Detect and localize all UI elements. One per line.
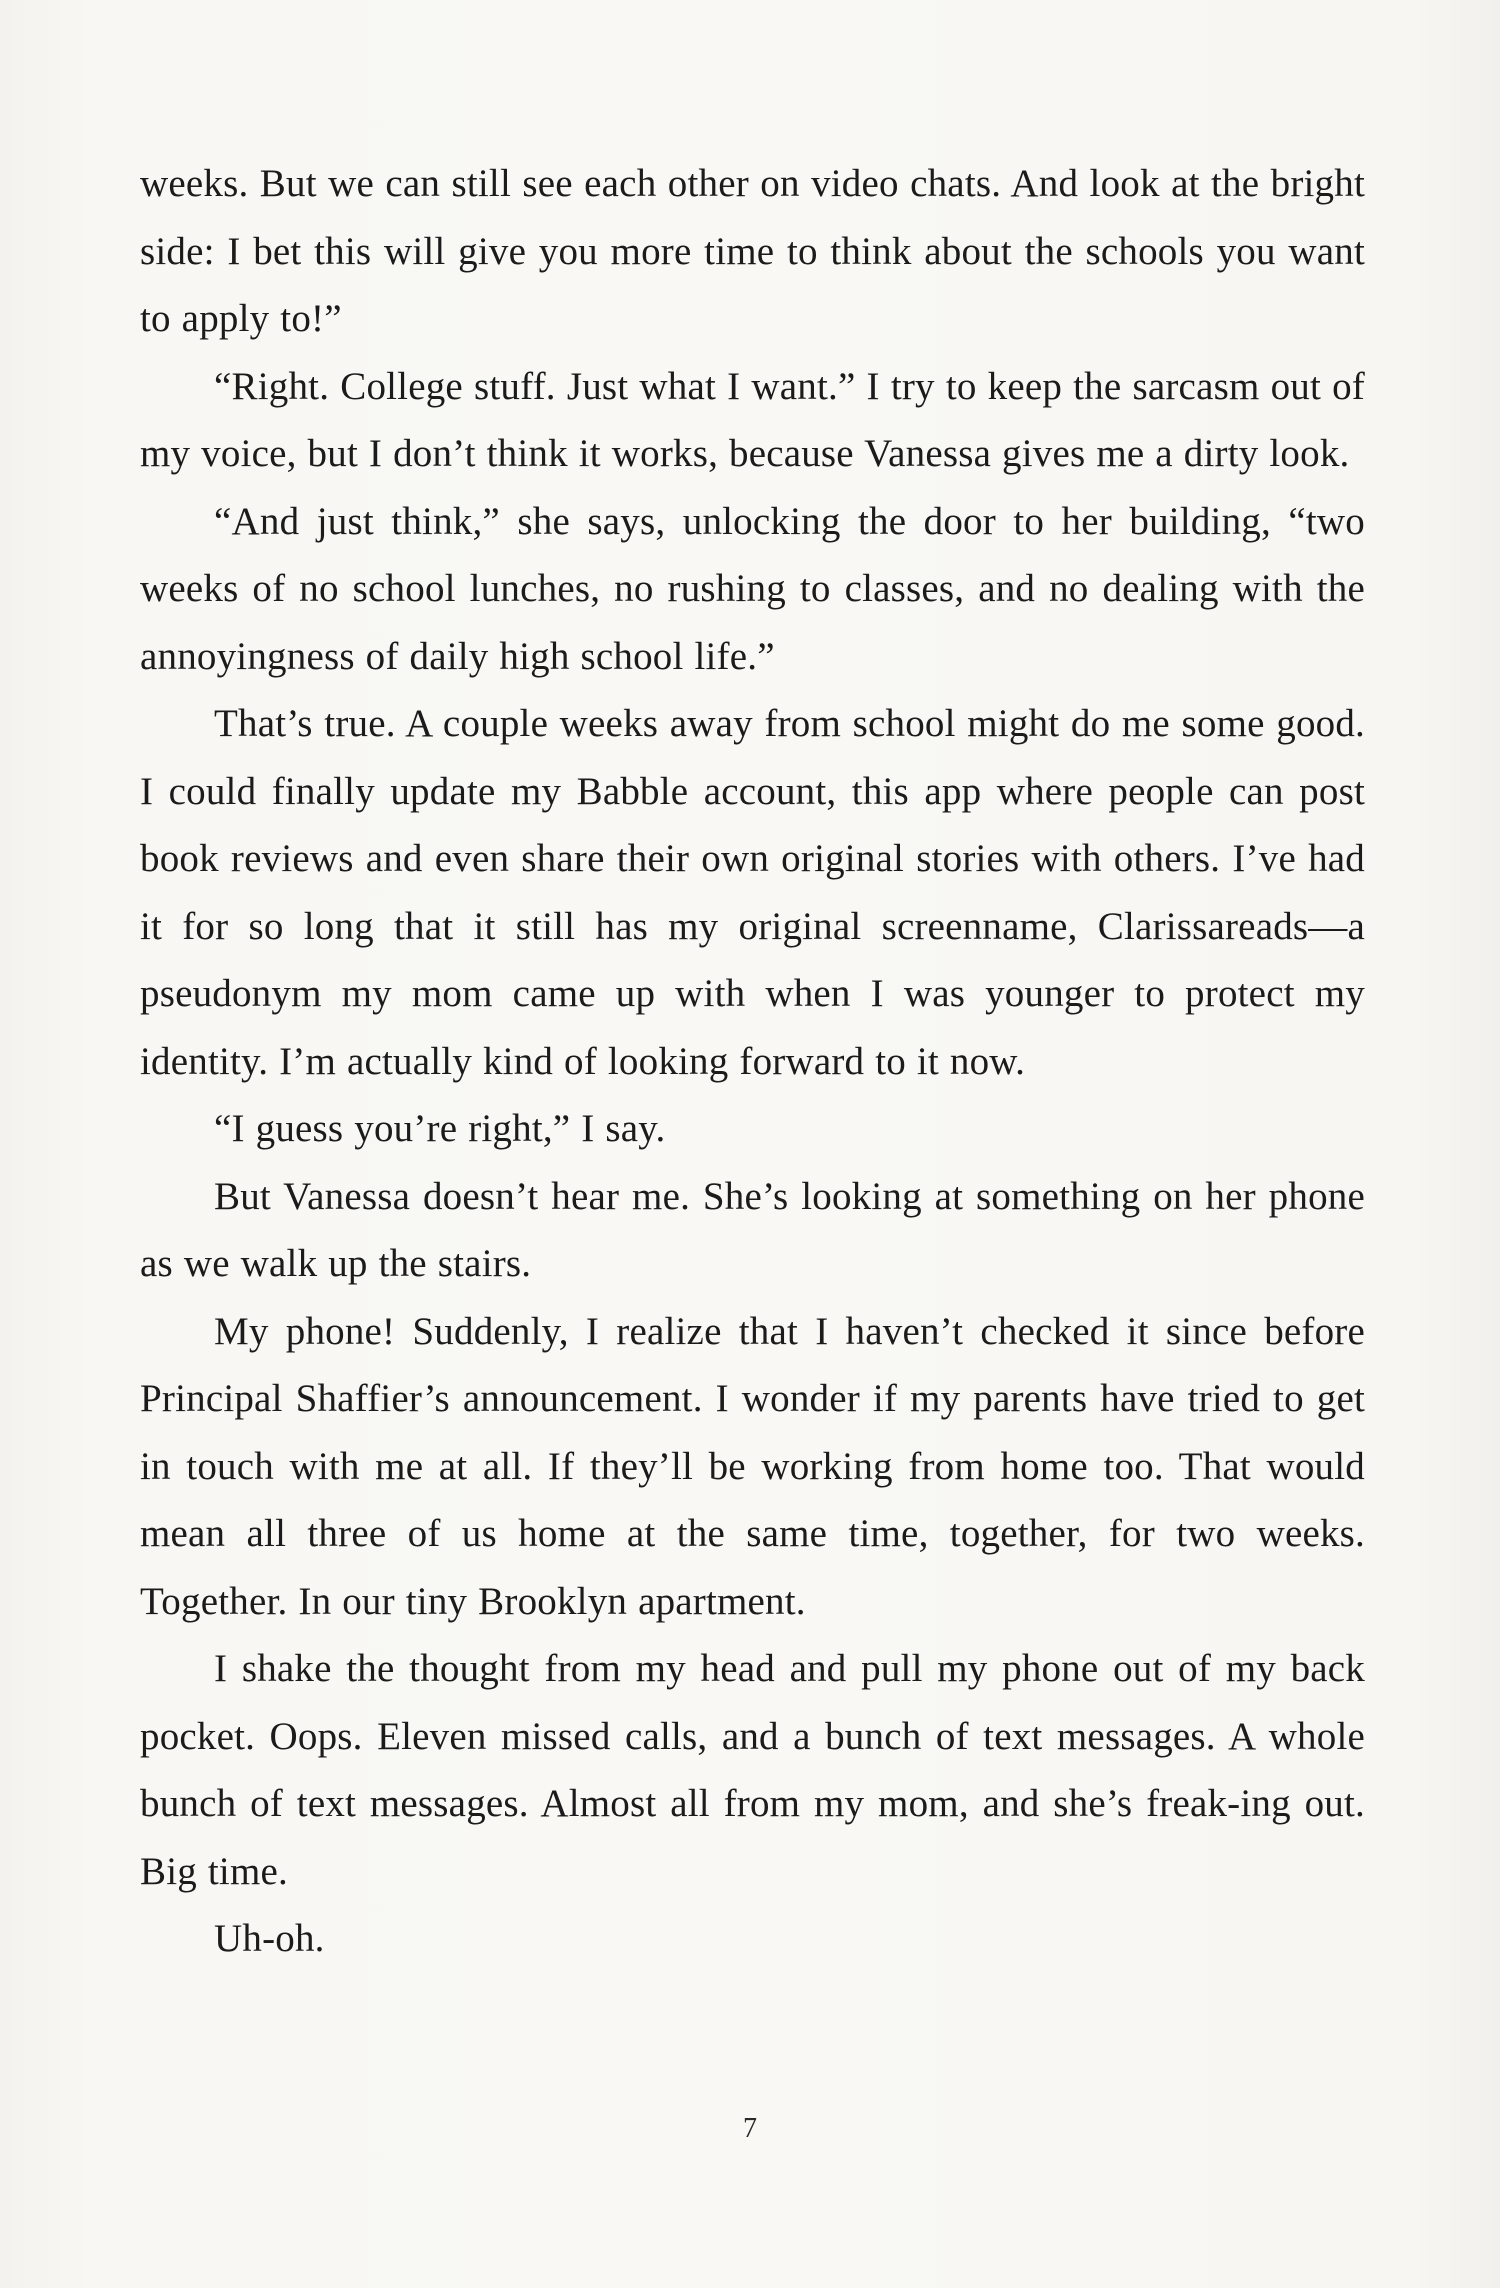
paragraph-1: weeks. But we can still see each other on video chats. And look at the bright side: I bet this will give you more time to think about the schools you want to apply to!” bbox=[140, 162, 1365, 340]
paragraph-7: My phone! Suddenly, I realize that I haven’t checked it since before Principal Shaffier’s announcement. I wonder if my parents have tried to get in touch with me at all. If they’ll be working from home too. That would mean all three of us home at the same time, together, for two weeks. Together. In our tiny Brooklyn apartment. bbox=[140, 1309, 1365, 1623]
body-text bbox=[140, 150, 1365, 1973]
paragraph-2: “Right. College stuff. Just what I want.” I try to keep the sarcasm out of my voice, but I don’t think it works, because Vanessa gives me a dirty look. bbox=[140, 364, 1365, 475]
paragraph-5: “I guess you’re right,” I say. bbox=[214, 1107, 666, 1150]
page-number: 7 bbox=[743, 2113, 757, 2144]
paragraph-8: I shake the thought from my head and pull my phone out of my back pocket. Oops. Eleven missed calls, and a bunch of text messages. A whole bunch of text messages. Almost all from my mom, and she’s freak-ing out. Big time. bbox=[140, 1647, 1365, 1893]
paragraph-4: That’s true. A couple weeks away from school might do me some good. I could finally update my Babble account, this app where people can post book reviews and even share their own original stories with others. I’ve had it for so long that it still has my original screenname, Clarissareads—a pseudonym my mom came up with when I was younger to protect my identity. I’m actually kind of looking forward to it now. bbox=[140, 702, 1365, 1083]
paragraph-3: “And just think,” she says, unlocking the door to her building, “two weeks of no school lunches, no rushing to classes, and no dealing with the annoyingness of daily high school life.” bbox=[140, 499, 1365, 678]
paragraph-6: But Vanessa doesn’t hear me. She’s looking at something on her phone as we walk up the stairs. bbox=[140, 1174, 1365, 1285]
paragraph-9: Uh-oh. bbox=[214, 1917, 325, 1960]
